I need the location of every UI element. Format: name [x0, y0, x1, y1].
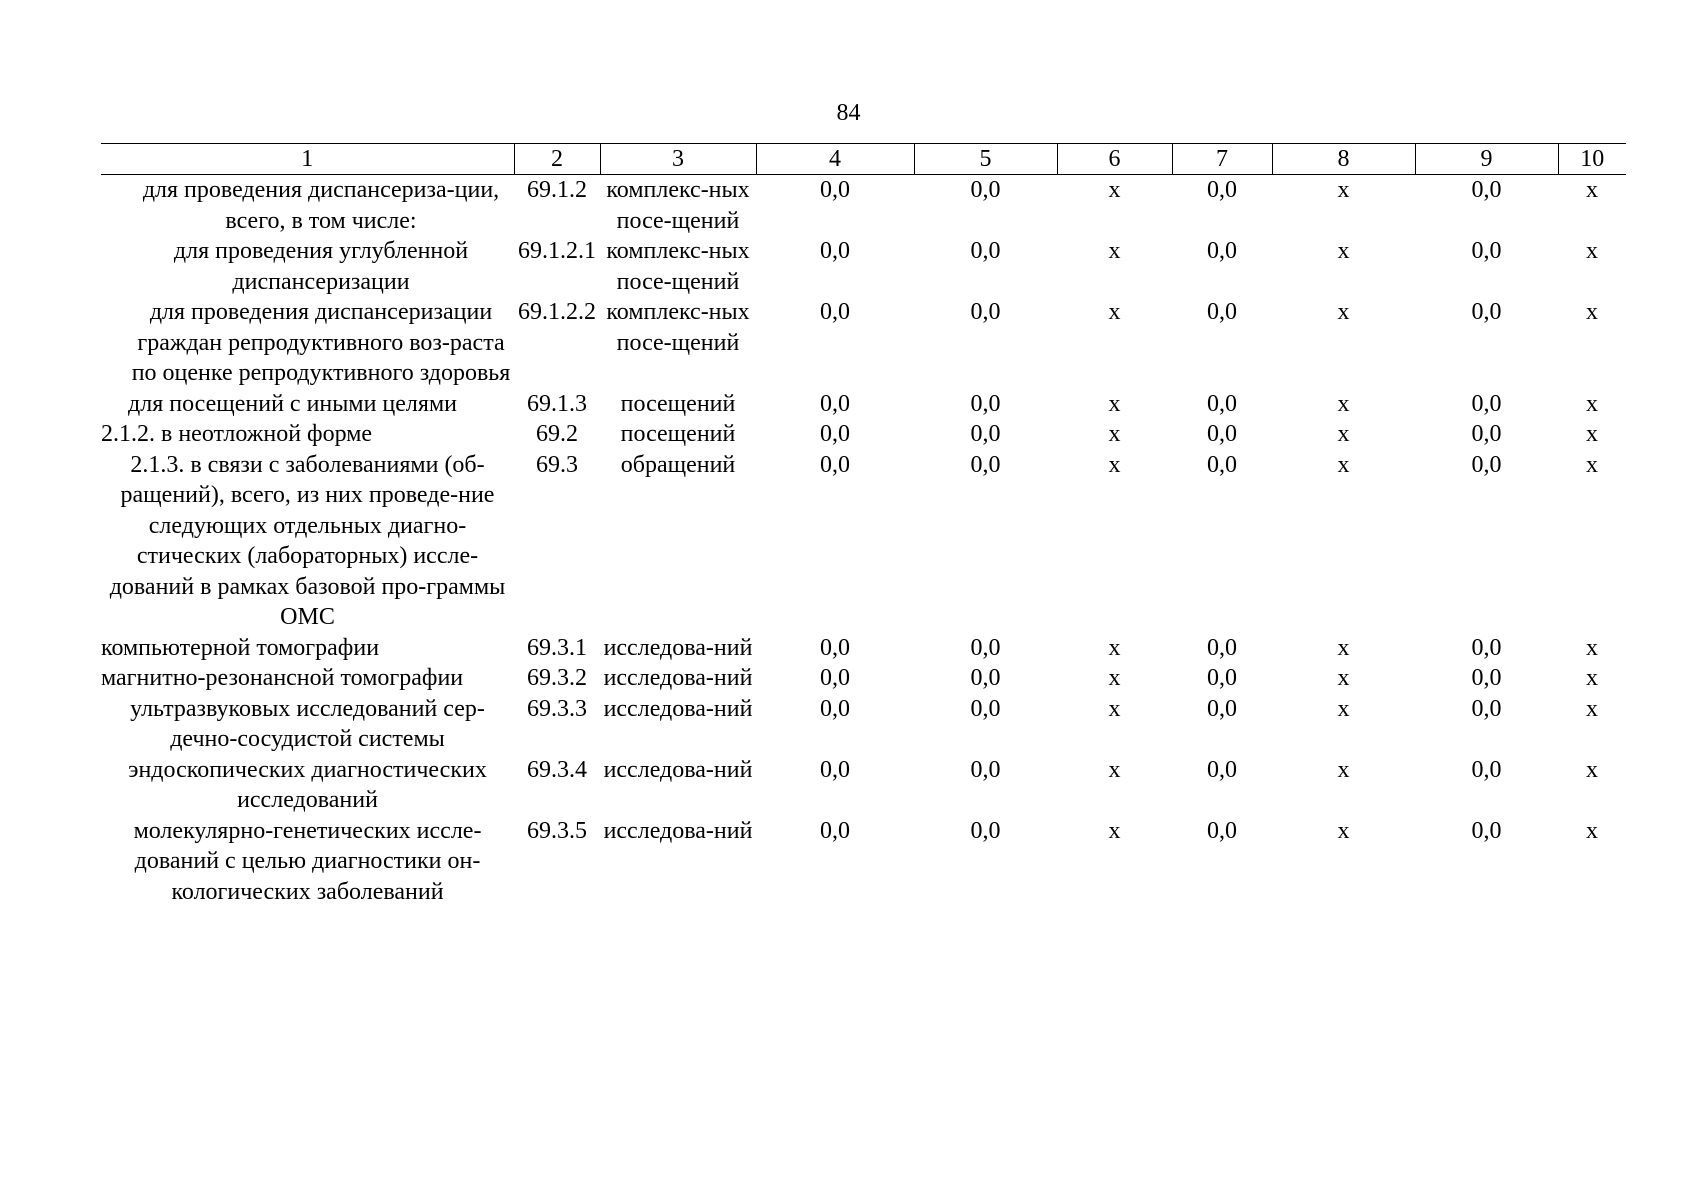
row-unit: исследова-ний	[603, 665, 753, 691]
table-row	[101, 236, 1626, 297]
data-table	[101, 143, 1626, 907]
cell-col8: х	[1337, 634, 1350, 661]
cell-col5: 0,0	[970, 238, 1001, 264]
column-header: 4	[756, 144, 914, 175]
row-name: для проведения углубленной диспансеризации	[173, 238, 469, 295]
table-row	[101, 816, 1626, 908]
column-header: 7	[1172, 144, 1272, 175]
cell-col10: х	[1586, 238, 1598, 264]
cell-col7: 0,0	[1207, 756, 1237, 783]
cell-col4: 0,0	[820, 177, 850, 203]
row-unit: исследова-ний	[603, 695, 753, 722]
cell-col10: х	[1586, 421, 1598, 447]
column-header: 5	[914, 144, 1057, 175]
row-code: 69.3.4	[527, 756, 587, 783]
cell-col7: 0,0	[1207, 665, 1237, 691]
cell-col6: х	[1108, 665, 1121, 691]
cell-col6: х	[1108, 817, 1121, 844]
cell-col5: 0,0	[970, 817, 1001, 844]
cell-col5: 0,0	[970, 451, 1001, 478]
cell-col7: 0,0	[1207, 421, 1237, 447]
cell-col5: 0,0	[970, 634, 1001, 661]
cell-col9: 0,0	[1471, 634, 1502, 661]
row-name: 2.1.2. в неотложной форме	[101, 421, 373, 447]
table-row	[101, 755, 1626, 816]
cell-col4: 0,0	[820, 299, 850, 325]
cell-col5: 0,0	[970, 421, 1001, 447]
row-unit: исследова-ний	[603, 634, 753, 661]
row-code: 69.3.5	[527, 817, 587, 844]
cell-col8: х	[1337, 665, 1350, 691]
column-header: 3	[600, 144, 756, 175]
table-row	[101, 694, 1626, 755]
row-code: 69.3.2	[527, 665, 587, 691]
cell-col9: 0,0	[1471, 817, 1502, 844]
row-name: магнитно-резонансной томографии	[101, 665, 464, 691]
cell-col9: 0,0	[1471, 421, 1502, 447]
row-unit: обращений	[620, 451, 736, 478]
cell-col5: 0,0	[970, 756, 1001, 783]
cell-col7: 0,0	[1207, 451, 1237, 478]
table-row	[101, 389, 1626, 420]
cell-col6: х	[1108, 299, 1121, 325]
column-header: 1	[101, 144, 514, 175]
cell-col7: 0,0	[1207, 817, 1237, 844]
cell-col8: х	[1337, 451, 1350, 478]
row-code: 69.1.2.2	[518, 299, 596, 325]
cell-col10: х	[1586, 451, 1598, 478]
cell-col7: 0,0	[1207, 695, 1237, 722]
cell-col8: х	[1337, 421, 1350, 447]
table-row	[101, 175, 1626, 237]
row-unit: исследова-ний	[603, 756, 753, 783]
cell-col8: х	[1337, 756, 1350, 783]
row-name: ультразвуковых исследований сер-дечно-сосудистой системы	[130, 695, 485, 752]
cell-col5: 0,0	[970, 177, 1001, 203]
cell-col7: 0,0	[1207, 634, 1237, 661]
row-unit: посещений	[620, 421, 736, 447]
cell-col9: 0,0	[1471, 695, 1502, 722]
header-row	[101, 144, 1626, 175]
cell-col6: х	[1108, 756, 1121, 783]
cell-col9: 0,0	[1471, 299, 1502, 325]
cell-col9: 0,0	[1471, 238, 1502, 264]
row-name: эндоскопических диагностических исследований	[128, 756, 487, 813]
row-code: 69.3.1	[527, 634, 587, 661]
cell-col10: х	[1586, 756, 1598, 783]
cell-col9: 0,0	[1471, 451, 1502, 478]
cell-col6: х	[1108, 695, 1121, 722]
cell-col5: 0,0	[970, 695, 1001, 722]
cell-col10: х	[1586, 634, 1598, 661]
row-name: 2.1.3. в связи с заболеваниями (об-ращений), всего, из них проведе-ние следующих отдельных диагно-стических (лабораторных) иссле-дований в рамках базовой про-граммы ОМС	[109, 451, 506, 630]
cell-col7: 0,0	[1207, 238, 1237, 264]
cell-col4: 0,0	[820, 390, 850, 417]
row-code: 69.1.2	[527, 177, 587, 203]
row-unit: комплекс-ных посе-щений	[606, 238, 750, 295]
row-unit: исследова-ний	[603, 817, 753, 844]
row-code: 69.2	[536, 421, 578, 447]
row-unit: комплекс-ных посе-щений	[606, 299, 750, 356]
cell-col10: х	[1586, 390, 1598, 417]
row-code: 69.3	[536, 451, 578, 478]
table-row	[101, 633, 1626, 664]
cell-col10: х	[1586, 299, 1598, 325]
cell-col8: х	[1337, 390, 1350, 417]
cell-col8: х	[1337, 238, 1350, 264]
cell-col5: 0,0	[970, 390, 1001, 417]
cell-col7: 0,0	[1207, 390, 1237, 417]
row-name: для проведения диспансеризации граждан репродуктивного воз-раста по оценке репродуктивного здоровья	[131, 299, 511, 386]
cell-col4: 0,0	[820, 665, 850, 691]
row-name: для проведения диспансериза-ции, всего, в том числе:	[142, 177, 500, 234]
cell-col6: х	[1108, 451, 1121, 478]
cell-col4: 0,0	[820, 756, 850, 783]
column-header: 2	[514, 144, 600, 175]
cell-col4: 0,0	[820, 421, 850, 447]
cell-col4: 0,0	[820, 817, 850, 844]
cell-col8: х	[1337, 817, 1350, 844]
column-header: 10	[1558, 144, 1626, 175]
cell-col9: 0,0	[1471, 756, 1502, 783]
row-code: 69.3.3	[527, 695, 587, 722]
table-row	[101, 663, 1626, 694]
cell-col7: 0,0	[1207, 177, 1237, 203]
cell-col6: х	[1108, 238, 1121, 264]
column-header: 8	[1272, 144, 1415, 175]
cell-col10: х	[1586, 177, 1598, 203]
cell-col6: х	[1108, 390, 1121, 417]
cell-col9: 0,0	[1471, 390, 1502, 417]
cell-col10: х	[1586, 817, 1598, 844]
row-code: 69.1.3	[527, 390, 587, 417]
cell-col5: 0,0	[970, 665, 1001, 691]
cell-col6: х	[1108, 421, 1121, 447]
cell-col10: х	[1586, 665, 1598, 691]
cell-col4: 0,0	[820, 634, 850, 661]
cell-col6: х	[1108, 177, 1121, 203]
row-unit: посещений	[620, 390, 736, 417]
cell-col4: 0,0	[820, 451, 850, 478]
table-row	[101, 419, 1626, 450]
row-name: молекулярно-генетических иссле-дований с целью диагностики он-кологических заболеваний	[133, 817, 482, 905]
row-name: компьютерной томографии	[101, 634, 380, 661]
cell-col10: х	[1586, 695, 1598, 722]
cell-col8: х	[1337, 299, 1350, 325]
row-name: для посещений с иными целями	[128, 390, 457, 417]
row-unit: комплекс-ных посе-щений	[606, 177, 750, 234]
cell-col8: х	[1337, 695, 1350, 722]
cell-col4: 0,0	[820, 695, 850, 722]
cell-col9: 0,0	[1471, 177, 1502, 203]
column-header: 6	[1057, 144, 1172, 175]
column-header: 9	[1415, 144, 1558, 175]
table-row	[101, 450, 1626, 633]
row-code: 69.1.2.1	[518, 238, 596, 264]
cell-col9: 0,0	[1471, 665, 1502, 691]
table-row	[101, 297, 1626, 389]
cell-col6: х	[1108, 634, 1121, 661]
page-number: 84	[836, 100, 861, 126]
cell-col8: х	[1337, 177, 1350, 203]
cell-col4: 0,0	[820, 238, 850, 264]
cell-col7: 0,0	[1207, 299, 1237, 325]
cell-col5: 0,0	[970, 299, 1001, 325]
